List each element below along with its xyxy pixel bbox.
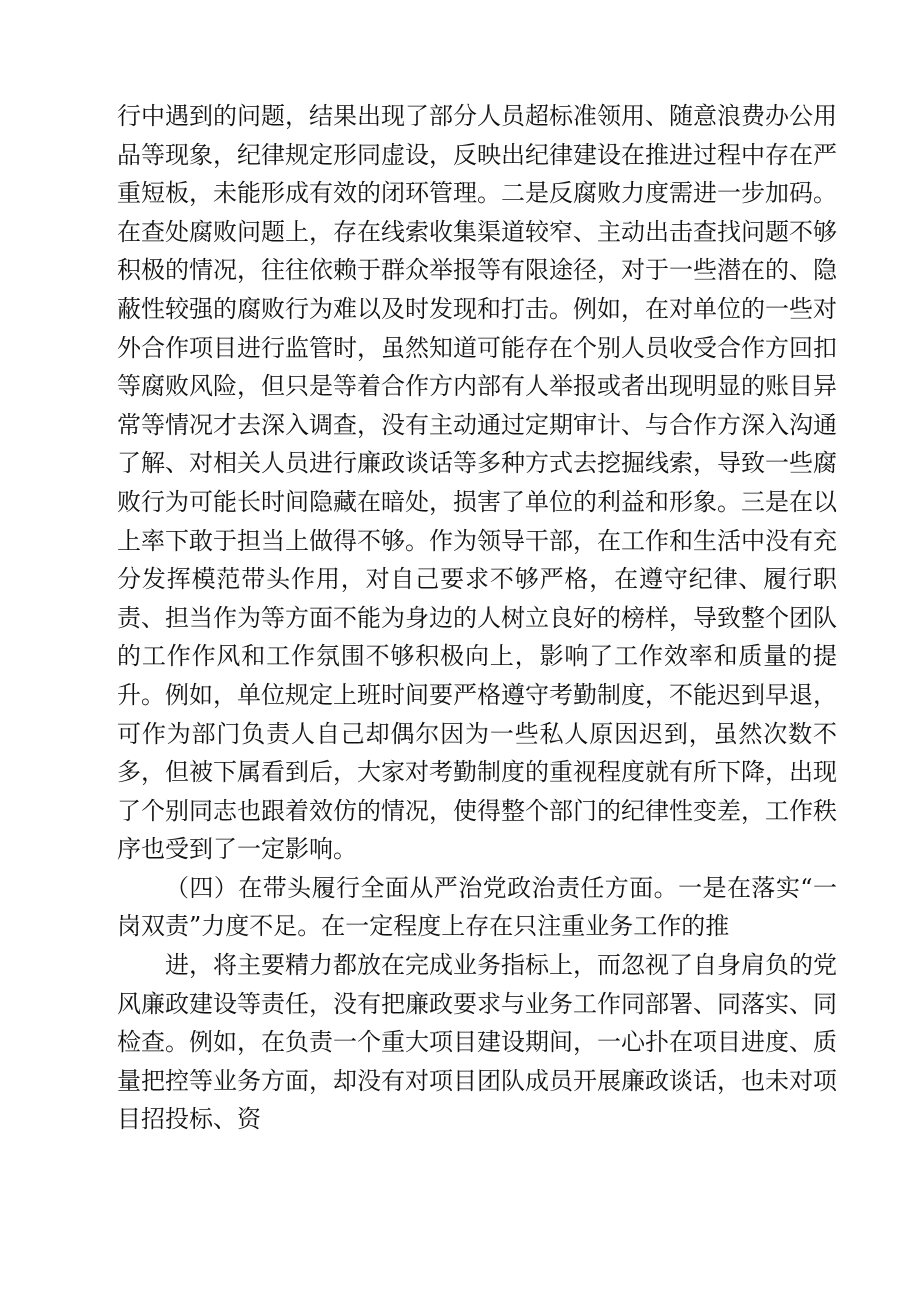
document-page bbox=[117, 97, 837, 1139]
body-paragraph-continued: 行中遇到的问题，结果出现了部分人员超标准领用、随意浪费办公用品等现象，纪律规定形同虚设，反映出纪律建设在推进过程中存在严重短板，未能形成有效的闭环管理。二是反腐败力度需进一步加码。在查处腐败问题上，存在线索收集渠道较窄、主动出击查找问题不够积极的情况，往往依赖于群众举报等有限途径，对于一些潜在的、隐蔽性较强的腐败行为难以及时发现和打击。例如，在对单位的一些对外合作项目进行监管时，虽然知道可能存在个别人员收受合作方回扣等腐败风险，但只是等着合作方内部有人举报或者出现明显的账目异常等情况才去深入调查，没有主动通过定期审计、与合作方深入沟通了解、对相关人员进行廉政谈话等多种方式去挖掘线索，导致一些腐败行为可能长时间隐藏在暗处，损害了单位的利益和形象。三是在以上率下敢于担当上做得不够。作为领导干部，在工作和生活中没有充分发挥模范带头作用，对自己要求不够严格，在遵守纪律、履行职责、担当作为等方面不能为身边的人树立良好的榜样，导致整个团队的工作作风和工作氛围不够积极向上，影响了工作效率和质量的提升。例如，单位规定上班时间要严格遵守考勤制度，不能迟到早退，可作为部门负责人自己却偶尔因为一些私人原因迟到，虽然次数不多，但被下属看到后，大家对考勤制度的重视程度就有所下降，出现了个别同志也跟着效仿的情况，使得整个部门的纪律性变差，工作秩序也受到了一定影响。 bbox=[117, 102, 837, 864]
section-heading-paragraph: （四）在带头履行全面从严治党政治责任方面。一是在落实“一岗双责”力度不足。在一定程度上存在只注重业务工作的推 bbox=[117, 873, 837, 941]
body-paragraph: 进，将主要精力都放在完成业务指标上，而忽视了自身肩负的党风廉政建设等责任，没有把廉政要求与业务工作同部署、同落实、同检查。例如，在负责一个重大项目建设期间，一心扑在项目进度、质量把控等业务方面，却没有对项目团队成员开展廉政谈话，也未对项目招投标、资 bbox=[117, 951, 837, 1134]
